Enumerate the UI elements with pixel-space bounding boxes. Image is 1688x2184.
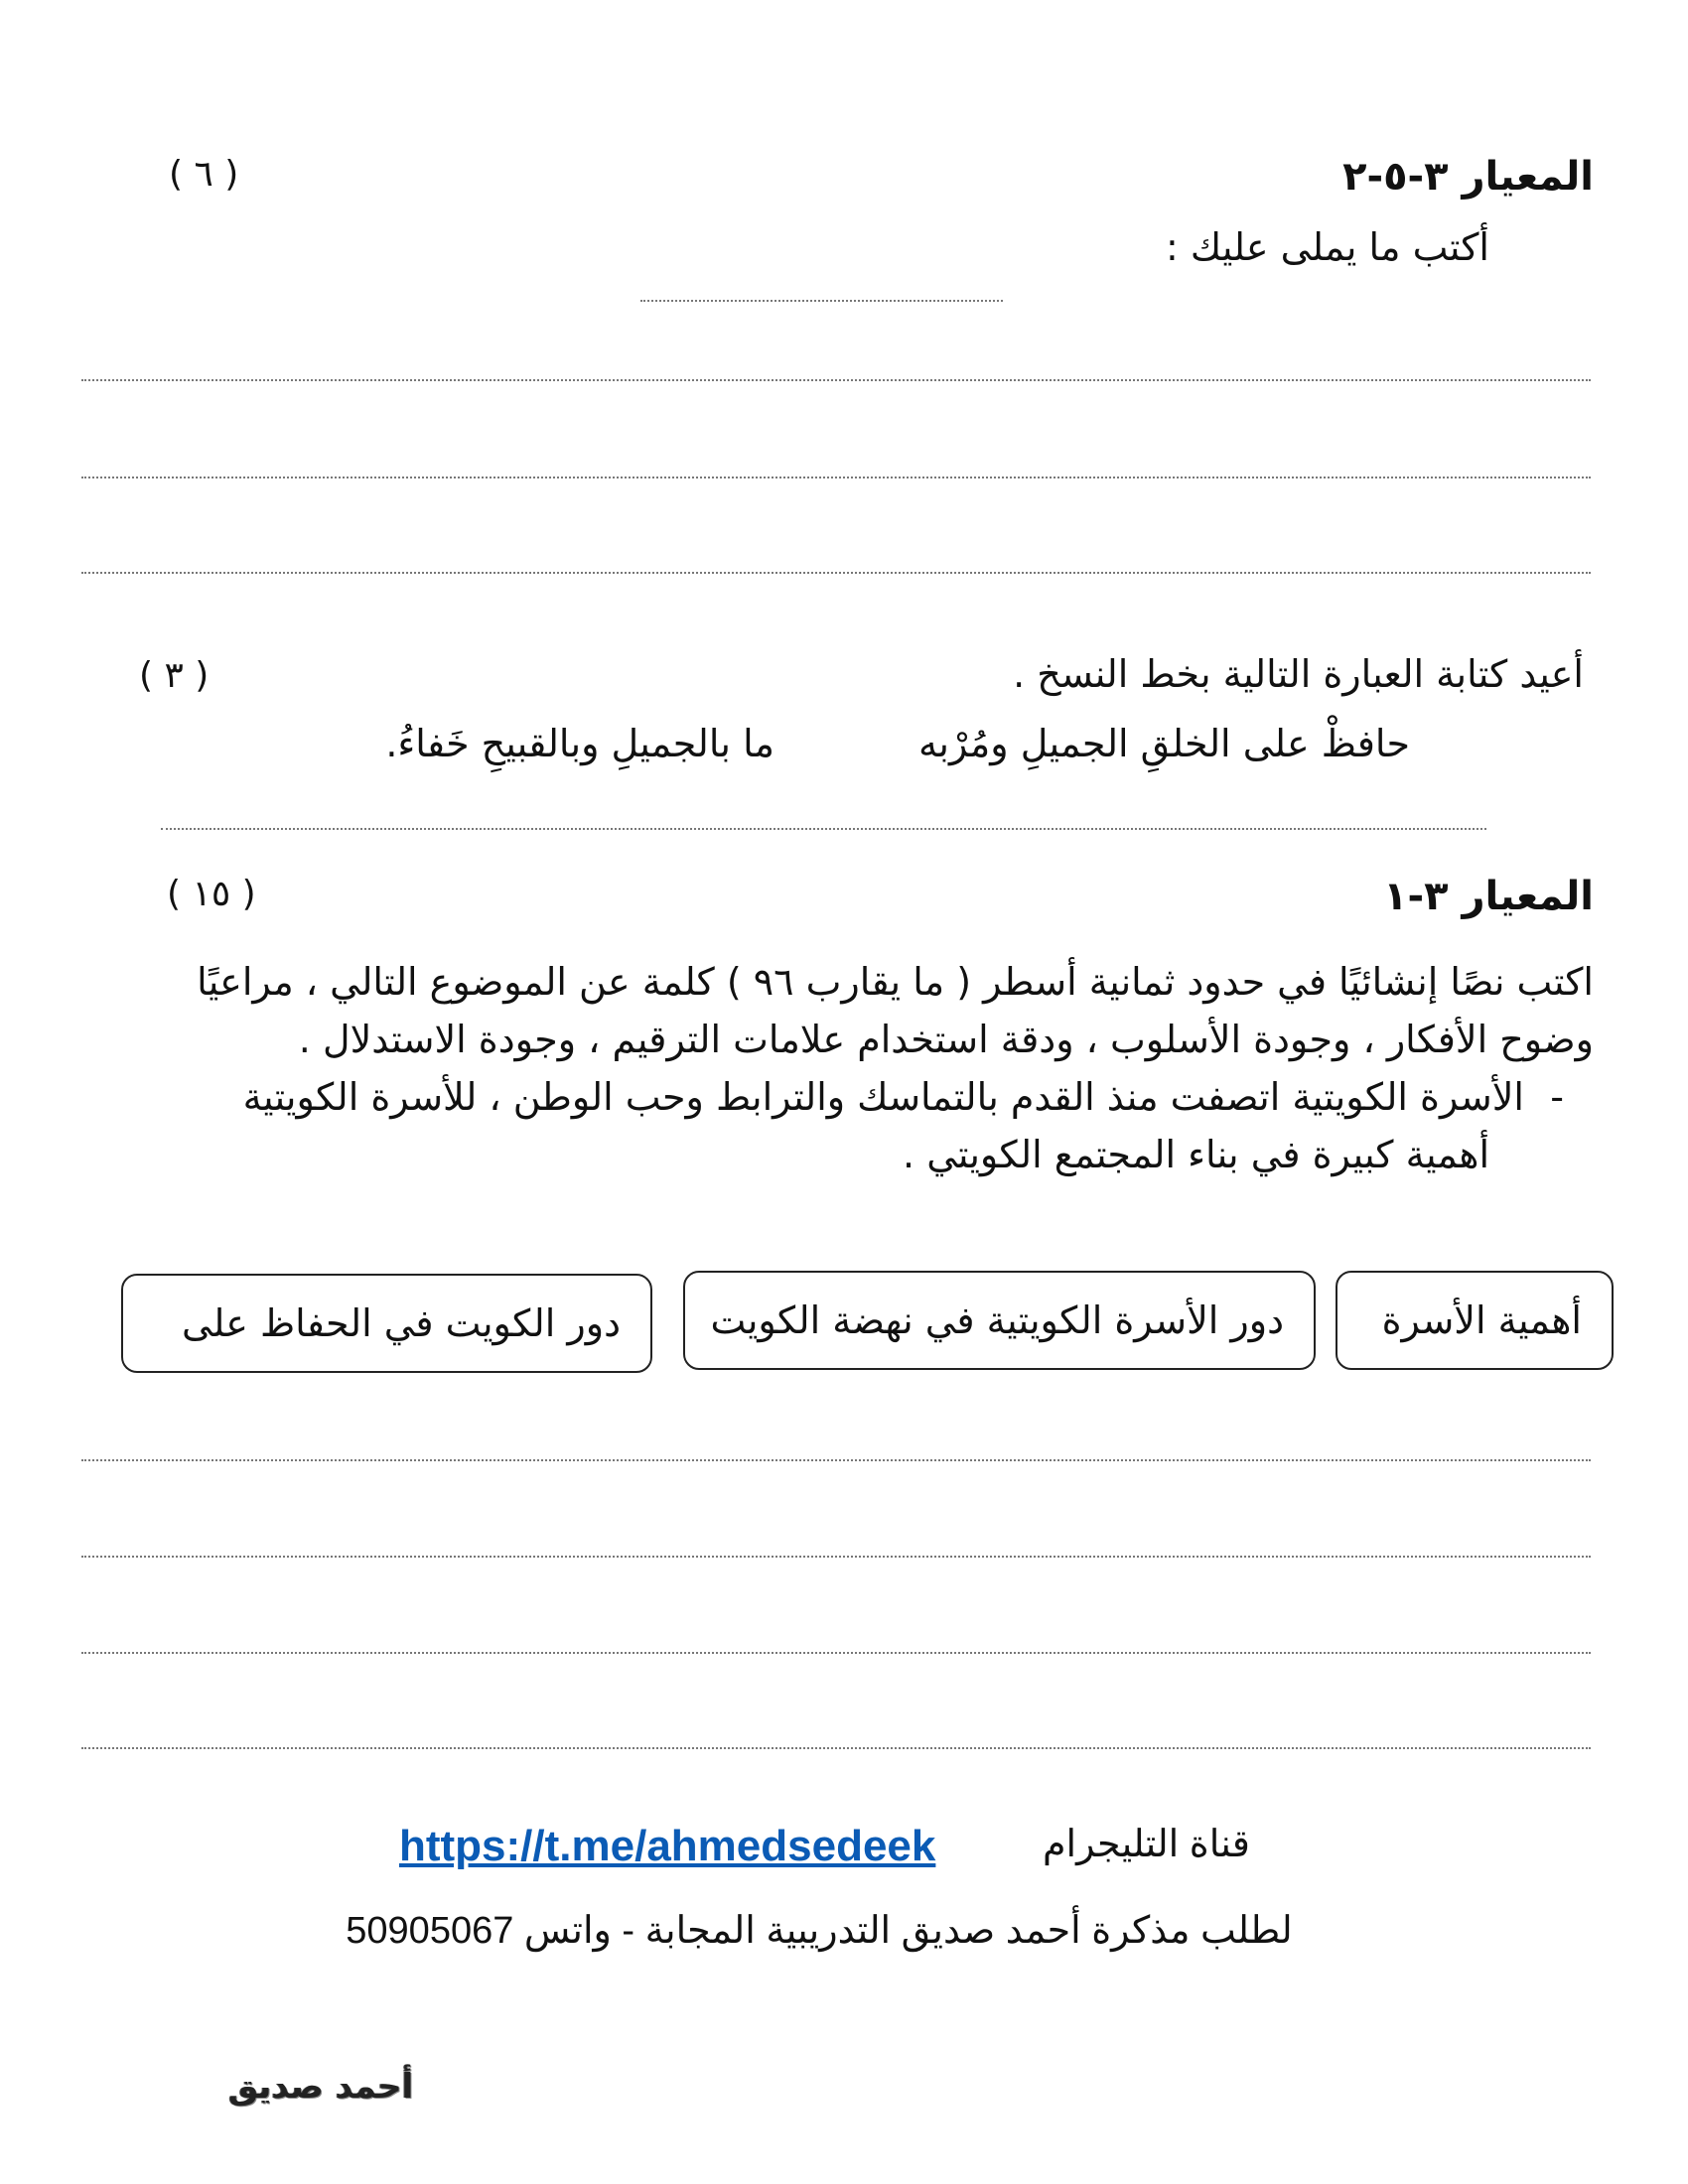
answer-line[interactable]: [81, 1747, 1591, 1749]
answer-line[interactable]: [81, 1652, 1591, 1654]
verse-second-half: ما بالجميلِ وبالقبيحِ خَفاءُ.: [385, 722, 774, 765]
essay-prompt-line: اكتب نصًا إنشائيًا في حدود ثمانية أسطر ( ما يقارب ٩٦ ) كلمة عن الموضوع التالي ، مراعيًا: [197, 960, 1594, 1004]
answer-line[interactable]: [81, 1556, 1591, 1558]
answer-line[interactable]: [640, 300, 1003, 302]
score-label: ( ٦ ): [169, 154, 239, 195]
score-label: ( ١٥ ): [167, 874, 256, 914]
essay-prompt-line: وضوح الأفكار ، وجودة الأسلوب ، ودقة استخدام علامات الترقيم ، وجودة الاستدلال .: [298, 1018, 1594, 1061]
section-heading: المعيار ٣-١: [1383, 874, 1594, 919]
topic-description-line: أهمية كبيرة في بناء المجتمع الكويتي .: [903, 1133, 1489, 1176]
dictation-instruction: أكتب ما يملى عليك :: [1165, 225, 1489, 269]
order-notice: لطلب مذكرة أحمد صديق التدريبية المجابة - واتس 50905067: [346, 1910, 1293, 1952]
score-label: ( ٣ ): [139, 655, 210, 696]
section-heading: المعيار ٣-٥-٢: [1342, 154, 1594, 200]
answer-line[interactable]: [81, 379, 1591, 381]
rewrite-instruction: أعيد كتابة العبارة التالية بخط النسخ .: [1013, 652, 1584, 696]
verse-first-half: حافظْ على الخلقِ الجميلِ ومُرْبه: [918, 722, 1410, 765]
topic-description-line: الأسرة الكويتية اتصفت منذ القدم بالتماسك والترابط وحب الوطن ، للأسرة الكويتية: [242, 1075, 1524, 1119]
telegram-channel-link[interactable]: https://t.me/ahmedsedeek: [399, 1822, 936, 1870]
bullet-marker: -: [1550, 1075, 1564, 1119]
author-signature: أحمد صديق: [228, 2067, 414, 2107]
answer-line[interactable]: [161, 828, 1486, 830]
answer-line[interactable]: [81, 1459, 1591, 1461]
telegram-channel-label: قناة التليجرام: [1043, 1824, 1250, 1865]
answer-line[interactable]: [81, 477, 1591, 478]
topic-box: دور الأسرة الكويتية في نهضة الكويت: [683, 1271, 1316, 1370]
topic-box: أهمية الأسرة: [1336, 1271, 1614, 1370]
topic-box: دور الكويت في الحفاظ على: [121, 1274, 652, 1373]
answer-line[interactable]: [81, 572, 1591, 574]
